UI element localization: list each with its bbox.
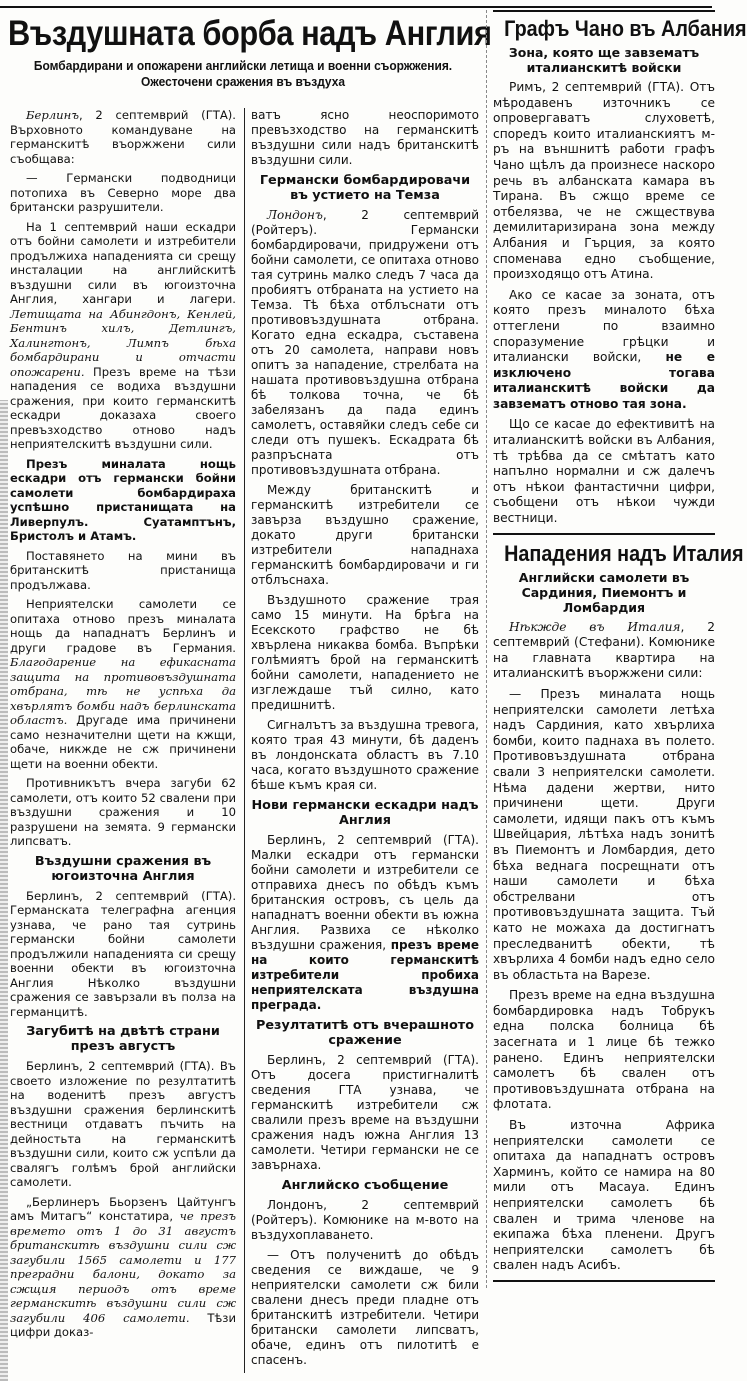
column-2 <box>244 108 479 1373</box>
paragraph: Берлинъ, 2 септемврий (ГТА). Отъ досега пристигналитѣ сведения ГТА узнава, че германскитѣ изтребители сж свалили презъ време на въздушни сражения надъ южна Англия 13 самолети. Четири германски не се завърнаха. <box>251 1053 479 1172</box>
paragraph-text: Тѣзи цифри доказ- <box>10 1310 236 1339</box>
paragraph: Берлинъ, 2 септемврий (ГТА). Германската телеграфна агенция узнава, че рано тая сутринь германски бойни самолети продължили нападенията си срещу военни обекти въ югоизточна Англия Нѣколко въздушни сражения се завързали въ полза на германцитѣ. <box>10 888 236 1019</box>
paragraph <box>10 597 236 771</box>
paragraph <box>251 208 479 478</box>
paragraph: ватъ ясно неоспоримото превъзходство на германскитѣ въздушни сили надъ британскитѣ въздушни сили. <box>251 108 479 167</box>
article-title: Нападения надъ Италия <box>504 540 744 566</box>
section-heading: Нови германски ескадри надъ Англия <box>251 798 479 828</box>
paragraph-text: Ако се касае за зоната, отъ която презъ миналото бѣха оттеглени по взаимно споразумение грѣцки и италиански войски, <box>493 287 715 365</box>
dateline-place: Нѣкжде въ Италия <box>509 619 681 634</box>
paragraph-text: „Берлинеръ Бьорзенъ Цайтунгъ амъ Митагъ“ констатира, <box>10 1194 236 1223</box>
section-heading: Загубитѣ на двѣтѣ страни презъ августъ <box>26 1024 220 1054</box>
section-heading: Германски бомбардировачи въ устието на Темза <box>259 173 471 203</box>
paragraph: Презъ време на една въздушна бомбардировка надъ Тобрукъ една полска болница бѣ засегната и 1 лице бѣ тежко ранено. Единъ неприятелски самолетъ бѣ свален отъ противовъздушната отбрана на флотата. <box>493 988 715 1112</box>
paragraph <box>10 220 236 452</box>
paragraph: Въ източна Африка неприятелски самолети се опитаха да нападнатъ островъ Харминъ, който се намира на 80 мили отъ Масауа. Единъ неприятелски самолетъ бѣ свален и трима членове на екипажа бѣха пленени. Другъ неприятелски самолетъ бѣ свален надъ Асибъ. <box>493 1118 715 1273</box>
article-italy <box>493 540 744 1274</box>
divider <box>493 533 715 535</box>
italic-text: Летищата на Абингдонъ, Кенлей, Бентинъ хилъ, Детлингъ, Халингтонъ, Лимпъ бѣха бомбардирани и отчасти опожарени. <box>10 306 236 379</box>
paragraph: Що се касае до ефективитѣ на италианскитѣ войски въ Албания, тѣ трѣбва да се смѣтатъ като напълно нормални и сж далечъ отъ нѣкои фантастични цифри, съобщени отъ нѣкои чужди вестници. <box>493 417 715 526</box>
paragraph: Между британскитѣ и германскитѣ изтребители се завърза въздушно сражение, докато други британски изтребители нападнаха германскитѣ бомбардировачи и ги отблъснаха. <box>251 483 479 587</box>
dateline-place: Берлинъ <box>26 108 80 122</box>
paragraph-text: Другаде има причинени само незначителни щети на кжщи, обаче, никжде не сж причинени щети на военни обекти. <box>10 713 236 771</box>
paragraph <box>10 108 236 166</box>
paragraph: — Презъ миналата нощь неприятелски самолети летѣха надъ Сардиния, като хвърлиха бомби, които паднаха въ полето. Противовъздушната отбрана свали 3 неприятелски самолети. Нѣма дадени жертви, нито причинени щети. Други самолети, идящи пакъ отъ къмъ Швейцария, лѣтѣха надъ зонитѣ въ Пиемонтъ и Ломбардия, дето бѣха веднага посрещнати отъ наши самолети и бѣха обстрелвани отъ противовъздушната защита. Тъй като не можаха да достигнатъ преследванитѣ обекти, тѣ хвърлиха 4 бомби надъ едно село въ областьта на Варезе. <box>493 687 715 982</box>
paragraph <box>493 288 715 413</box>
bold-text: не е изключено тогава италианскитѣ войски да завзематъ отново тая зона. <box>493 350 715 411</box>
section-heading: Резултатитѣ отъ вчерашното сражение <box>255 1018 474 1048</box>
main-subheadline: Бомбардирани и опожарени английски летища и военни съоржжения. Ожесточени сражения въ въздуха <box>33 58 453 89</box>
dateline-place: Лондонъ <box>267 208 323 222</box>
main-headline-block <box>8 14 492 90</box>
paragraph: Противникътъ вчера загуби 62 самолети, отъ които 52 свалени при въздушни сражения и 10 разрушени на земята. 9 германски липсватъ. <box>10 776 236 848</box>
paragraph-text: , 2 септемврий (Стефани). Комюнике на главната квартира на италианскитѣ въоржжени сили: <box>493 619 715 681</box>
article-albania <box>493 10 747 527</box>
page-edge-shadow <box>0 400 8 1381</box>
paragraph-text: На 1 септемврий наши ескадри отъ бойни самолети и изтребители продължиха нападенията си срещу инсталации на английскитѣ въздушни сили въ югоизточна Англия, хангари и лагери. <box>10 219 236 306</box>
divider <box>493 1280 715 1282</box>
paragraph: Въздушното сражение трая само 15 минути. На брѣга на Есекското графство не бѣ хвърлена никаква бомба. Въпрѣки голѣмиятъ брой на германскитѣ бойни самолети, нападението не изглеждаше тъй силно, като предишнитѣ. <box>251 593 479 712</box>
top-rule <box>0 0 712 8</box>
article-subtitle: Зона, която ще завзематъ италианскитѣ войски <box>508 45 700 75</box>
article-title: Графъ Чано въ Албания <box>504 16 747 41</box>
paragraph <box>493 620 715 682</box>
paragraph-text: Берлинъ, 2 септемврий (ГТА). Малки ескадри отъ германски бойни самолети и изтребители се отправиха днесъ по обѣдъ къмъ британския островъ, съ цель да нападнатъ военни обекти въ южна Англия. Развиха се нѣколко въздушни сражения, <box>251 833 479 952</box>
paragraph <box>10 1195 236 1340</box>
bold-text: презъ време на които германскитѣ изтребители пробиха неприятелската въздушна преграда. <box>251 938 479 1012</box>
italic-text: Благодарение на ефикасната защита на противовъздушната отбрана, тѣ не успѣха да хвърлятъ бомби надъ берлинската областъ. <box>10 655 236 727</box>
italic-text: че презъ времето отъ 1 до 31 августъ британскитѣ въздушни сили сж загубили 1565 самолети и 177 преградни балони, докато за сжщия периодъ отъ време германскитѣ въздушни сили сж загубили 406 самолети. <box>10 1209 236 1325</box>
article-subtitle: Английски самолети въ Сардиния, Пиемонтъ и Ломбардия <box>518 569 690 615</box>
paragraph: Сигналътъ за въздушна тревога, която трая 43 минути, бѣ даденъ въ лондонската областъ въ 7.10 часа, когато въздушното сражение бѣше къмъ края си. <box>251 718 479 792</box>
paragraph: — Отъ полученитѣ до обѣдъ сведения се виждаше, че 9 неприятелски самолети сж били свалени днесъ преди пладне отъ британскитѣ изтребители. Четири британски самолети липсватъ, обаче, единъ отъ пилотитѣ е спасенъ. <box>251 1248 479 1367</box>
paragraph-text: Неприятелски самолети се опитаха отново презъ миналата нощь да нападнатъ Берлинъ и други градове въ Германия. <box>10 597 236 655</box>
paragraph <box>251 833 479 1013</box>
paragraph-text: , 2 септемврий (ГТА). Върховното командуване на германскитѣ въоржжени сили съобщава: <box>10 108 236 166</box>
section-heading: Английско съобщение <box>281 1178 449 1193</box>
paragraph-text: , 2 септемврий (Ройтеръ). Германски бомбардировачи, придружени отъ бойни самолети, се опитаха отново тая сутринь малко следъ 7 часа да пробиятъ отбраната на устието на Темза. Тѣ бѣха отблъснати отъ противовъздушната отбрана. Когато една ескадра, съставена отъ 20 самолета, направи новъ опитъ за нападение, стрелбата на нашата противовъздушна отбрана бѣ толкова точна, че бѣ забелязанъ да пада единъ самолетъ, оставяйки следъ себе си следи отъ пушекъ. Ескадрата бѣ разпръсната отъ противовъздушната отбрана. <box>251 208 479 477</box>
column-3 <box>486 10 747 1288</box>
main-headline: Въздушната борба надъ Англия <box>8 14 492 53</box>
paragraph: Лондонъ, 2 септемврий (Ройтеръ). Комюнике на м-вото на въздухоплаването. <box>251 1198 479 1242</box>
paragraph: Берлинъ, 2 септемврий (ГТА). Въ своето изложение по резултатитѣ на воденитѣ презъ августъ въздушни сражения берлинскитѣ вестници отдаватъ пъчить на дейностьта на германскитѣ въздушни сили, които сж успѣли да свалягъ голѣмъ брой английски самолети. <box>10 1059 236 1189</box>
section-heading: Въздушни сражения въ югоизточна Англия <box>34 853 212 884</box>
paragraph-text: Презъ време на тѣзи нападения се водиха въздушни сражения, при които германскитѣ ескадри доказаха своего превъзходство отново надъ неприятелскитѣ въздушни сили. <box>10 364 236 451</box>
divider <box>493 10 715 12</box>
paragraph: Римъ, 2 септемврий (ГТА). Отъ мѣродавенъ източникъ се опровергаватъ слуховетѣ, споредъ които италианскиятъ м-ръ на външнитѣ работи графъ Чано щѣлъ да произнесе наскоро речь въ албанската камара въ Тирана. Въ сжщо време се отбелязва, че не сжществува демилитаризирана зона между Албания и Гърция, за която споменава едно съобщение, произходящо отъ Атина. <box>493 80 715 282</box>
column-1 <box>10 108 236 1345</box>
bold-paragraph: Презъ миналата нощь ескадри отъ германски бойни самолети бомбардираха успѣшно пристанищата на Ливерпулъ. Суатамптънъ, Бристолъ и Атамъ. <box>10 456 236 543</box>
paragraph: — Германски подводници потопиха въ Северно море два британски разрушители. <box>10 171 236 214</box>
paragraph: Поставянето на мини въ британскитѣ пристанища продължава. <box>10 548 236 592</box>
